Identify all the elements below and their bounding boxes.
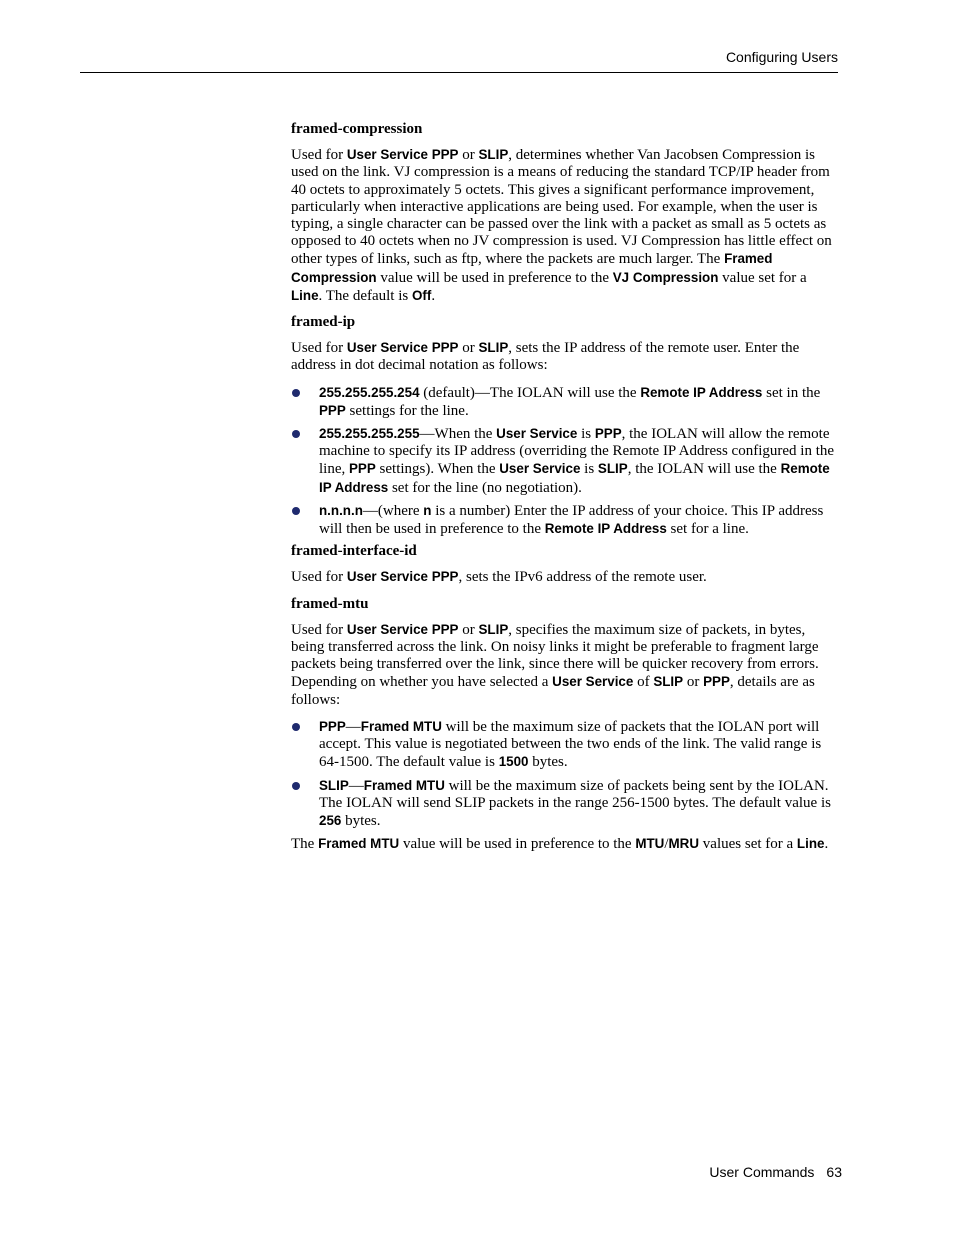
bullet-dot-icon [292, 430, 300, 438]
bold-term: Remote IP Address [640, 384, 763, 400]
bold-term: Line [291, 287, 319, 303]
bold-term: User Service [499, 461, 581, 477]
bold-term: Framed MTU [318, 836, 400, 852]
list-item [291, 718, 839, 772]
bold-term: User Service PPP [346, 621, 459, 637]
bold-term: PPP [319, 718, 346, 734]
running-footer [709, 1164, 842, 1180]
bold-term: Remote IP Address [319, 461, 830, 495]
section-paragraph: Used for User Service PPP or SLIP, specifies the maximum size of packets, in bytes, being transferred across the link. On noisy links it might be preferable to fragment large packets being transferred over the link, since there will be quicker recovery from errors. Depending on whether you have selected a User Service of SLIP or PPP, details are as follows: [291, 621, 819, 708]
bold-term: SLIP [597, 461, 628, 477]
bullet-dot-icon [292, 723, 300, 731]
footer-label: User Commands [709, 1164, 815, 1180]
section-framed-ip [291, 314, 839, 538]
bold-term: MTU [635, 836, 665, 852]
section-heading: framed-interface-id [291, 543, 417, 560]
section-paragraph: Used for User Service PPP or SLIP, determines whether Van Jacobsen Compression is used on the link. VJ compression is a means of reducing the standard TCP/IP header from 40 octets to approximately 5 octets. This gives a significant performance improvement, particularly when interactive applications are being used. For example, when the user is typing, a single character can be passed over the link with a packet as small as 5 octets as opposed to 40 octets when no JV compression is used. VJ Compression has little effect on other types of links, such as ftp, where the packets are much larger. The Framed Compression value will be used in preference to the VJ Compression value set for a Line. The default is Off. [291, 147, 832, 304]
bold-term: 1500 [498, 754, 529, 770]
list-item [291, 425, 839, 497]
bold-term: User Service [496, 426, 578, 442]
bold-term: 255.255.255.255 [319, 426, 420, 442]
bold-term: PPP [703, 674, 730, 690]
bold-term: Framed MTU [360, 718, 442, 734]
closing-paragraph: The Framed MTU value will be used in preference to the MTU/MRU values set for a Line. [291, 836, 829, 853]
section-heading: framed-ip [291, 314, 356, 331]
bold-term: Remote IP Address [544, 521, 667, 537]
bold-term: User Service [552, 674, 634, 690]
header-rule [80, 72, 838, 73]
page-number: 63 [826, 1164, 842, 1180]
bold-term: PPP [319, 402, 346, 418]
bullet-dot-icon [292, 507, 300, 515]
bold-term: PPP [349, 461, 376, 477]
bullet-list [291, 384, 839, 539]
bold-term: Line [796, 836, 825, 852]
section-framed-mtu [291, 596, 839, 854]
list-item [291, 384, 839, 420]
list-item-text: SLIP—Framed MTU will be the maximum size of packets being sent by the IOLAN. The IOLAN will send SLIP packets in the range 256-1500 bytes. The default value is 256 bytes. [319, 777, 831, 829]
section-heading: framed-compression [291, 121, 423, 137]
list-item [291, 777, 839, 831]
list-item-text: 255.255.255.254 (default)—The IOLAN will use the Remote IP Address set in the PPP settings for the line. [319, 384, 821, 419]
bold-term: SLIP [319, 777, 349, 793]
section-heading: framed-mtu [291, 595, 369, 612]
bold-term: SLIP [478, 621, 509, 637]
bold-term: 255.255.255.254 [319, 384, 420, 400]
list-item-text: 255.255.255.255—When the User Service is PPP, the IOLAN will allow the remote machine to specify its IP address (overriding the Remote IP Address configured in the line, PPP settings). When the User Service is SLIP, the IOLAN will use the Remote IP Address set for the line (no negotiation). [319, 426, 835, 496]
bold-term: User Service PPP [346, 147, 459, 163]
bold-term: SLIP [478, 147, 509, 163]
bold-term: User Service PPP [346, 569, 459, 585]
bold-term: User Service PPP [346, 340, 459, 356]
bold-term: VJ Compression [612, 269, 719, 285]
section-paragraph: Used for User Service PPP, sets the IPv6 address of the remote user. [291, 569, 707, 586]
page-content [291, 121, 839, 862]
bold-term: Off [411, 287, 432, 303]
bold-term: n.n.n.n [319, 502, 363, 518]
section-paragraph: Used for User Service PPP or SLIP, sets the IP address of the remote user. Enter the address in dot decimal notation as follows: [291, 340, 800, 374]
bold-term: MRU [668, 836, 700, 852]
bullet-list [291, 718, 839, 830]
bold-term: n [423, 502, 432, 518]
list-item-text: n.n.n.n—(where n is a number) Enter the IP address of your choice. This IP address will then be used in preference to the Remote IP Address set for a line. [319, 502, 824, 538]
bold-term: PPP [594, 426, 622, 442]
section-framed-compression [291, 121, 839, 305]
bold-term: 256 [319, 812, 342, 828]
bold-term: SLIP [653, 674, 684, 690]
bold-term: SLIP [478, 340, 509, 356]
bullet-dot-icon [292, 782, 300, 790]
list-item-text: PPP—Framed MTU will be the maximum size of packets that the IOLAN port will accept. This value is negotiated between the two ends of the link. The valid range is 64-1500. The default value is 1500 bytes. [319, 718, 822, 771]
section-framed-interface-id [291, 543, 839, 586]
running-header: Configuring Users [725, 49, 838, 65]
list-item [291, 502, 839, 538]
bullet-dot-icon [292, 389, 300, 397]
bold-term: Framed Compression [291, 251, 773, 285]
bold-term: Framed MTU [363, 777, 445, 793]
